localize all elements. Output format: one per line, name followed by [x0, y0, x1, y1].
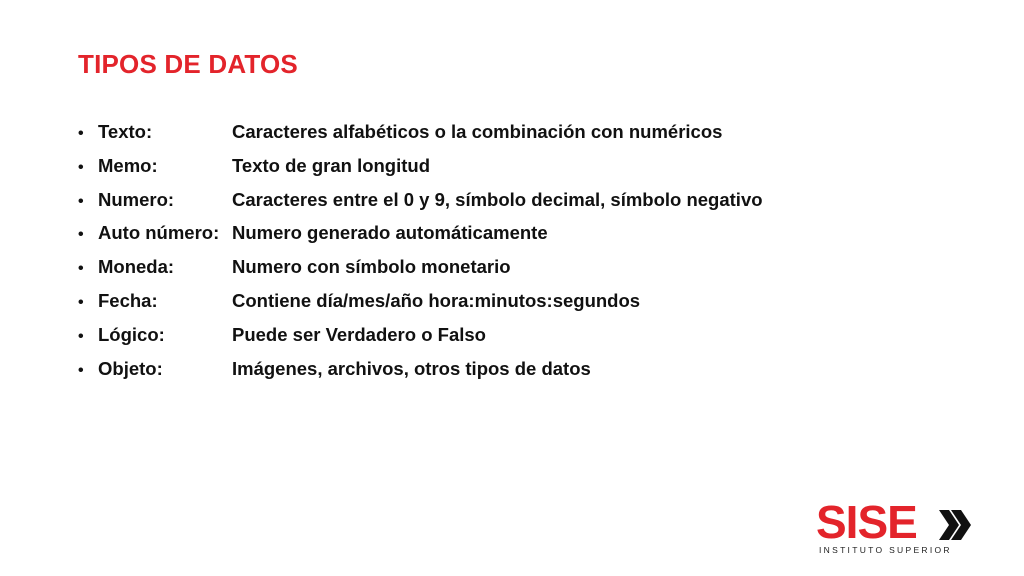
bullet-icon: • [78, 260, 84, 278]
list-item [78, 358, 763, 392]
bullet-icon: • [78, 226, 84, 244]
bullet-term: Moneda: [98, 256, 175, 278]
bullet-term: Objeto: [98, 357, 163, 379]
bullet-icon: • [78, 158, 84, 176]
logo-wordmark: SISE [816, 496, 917, 548]
list-item [78, 222, 763, 256]
bullet-term: Auto número: [98, 222, 220, 244]
logo-subtitle: INSTITUTO SUPERIOR [819, 545, 952, 555]
bullet-description: Numero generado automáticamente [232, 222, 548, 244]
double-chevron-right-icon [938, 508, 972, 542]
list-item [78, 290, 763, 324]
bullet-list [78, 121, 763, 391]
bullet-term: Memo: [98, 154, 158, 176]
bullet-icon: • [78, 125, 84, 142]
bullet-icon: • [78, 327, 84, 345]
list-item [78, 121, 763, 155]
bullet-term: Fecha: [98, 289, 158, 311]
bullet-description: Imágenes, archivos, otros tipos de datos [232, 357, 591, 379]
bullet-description: Numero con símbolo monetario [232, 256, 511, 278]
sise-logo [816, 496, 976, 559]
list-item [78, 256, 763, 290]
bullet-description: Contiene día/mes/año hora:minutos:segundos [232, 289, 641, 311]
bullet-description: Caracteres alfabéticos o la combinación con numéricos [232, 121, 723, 142]
list-item [78, 324, 763, 358]
list-item [78, 155, 763, 189]
bullet-term: Texto: [98, 121, 153, 142]
bullet-term: Lógico: [98, 323, 165, 345]
bullet-term: Numero: [98, 188, 175, 210]
bullet-icon: • [78, 361, 84, 379]
slide-title: TIPOS DE DATOS [78, 49, 298, 79]
bullet-description: Caracteres entre el 0 y 9, símbolo decimal, símbolo negativo [232, 188, 763, 210]
bullet-description: Texto de gran longitud [232, 154, 431, 176]
bullet-icon: • [78, 192, 84, 210]
list-item [78, 189, 763, 223]
bullet-description: Puede ser Verdadero o Falso [232, 323, 486, 345]
bullet-icon: • [78, 293, 84, 311]
